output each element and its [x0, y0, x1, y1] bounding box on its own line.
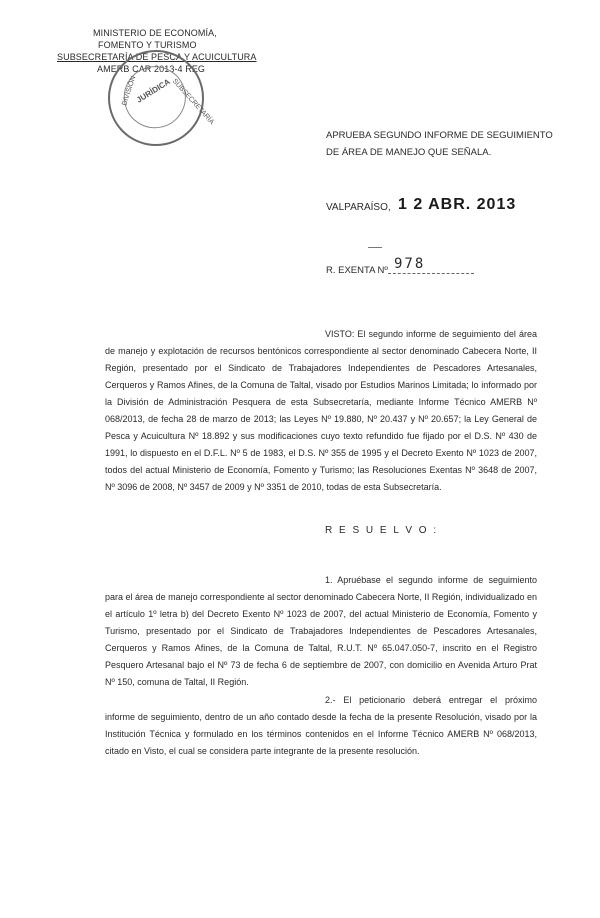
item-2-lead: 2.- — [325, 695, 336, 705]
exenta-number: 978 — [394, 256, 426, 272]
subject-line-1: APRUEBA SEGUNDO INFORME DE SEGUIMIENTO — [326, 130, 553, 141]
stamp-text-top: DIVISIÓN — [121, 75, 138, 107]
resuelvo-heading: R E S U E L V O : — [325, 525, 439, 536]
stamp-text-middle: JURÍDICA — [134, 77, 172, 105]
subject-block — [326, 127, 576, 161]
subject-line-2: DE ÁREA DE MANEJO QUE SEÑALA. — [326, 147, 492, 158]
place: VALPARAÍSO, — [326, 202, 391, 213]
ministry-line: MINISTERIO DE ECONOMÍA, — [93, 28, 217, 38]
exenta-label: R. EXENTA Nº — [326, 265, 388, 276]
item-2-paragraph — [105, 692, 537, 760]
reference-code: AMERB CAR 2013-4 REG — [97, 64, 206, 74]
ministry-line-2: FOMENTO Y TURISMO — [98, 40, 197, 50]
visto-text: El segundo informe de seguimiento del área de manejo y explotación de recursos bentónicos correspondiente al sector denominado Cabecera Norte, II Región, presentado por el Sindicato de Trabajadores Independientes de Pescadores Artesanales, Cerqueros y Ramos Afines, de la Comuna de Taltal, visado por Estudios Marinos Limitada; lo informado por la División de Administración Pesquera de esta Subsecretaría, mediante Informe Técnico AMERB Nº 068/2013, de fecha 28 de marzo de 2013; las Leyes Nº 19.880, Nº 20.437 y Nº 20.657; la Ley General de Pesca y Acuicultura Nº 18.892 y sus modificaciones cuyo texto refundido fue fijado por el D.S. Nº 430 de 1991, lo dispuesto en el D.F.L. Nº 5 de 1983, el D.S. Nº 355 de 1995 y el Decreto Exento Nº 1023 de 2007, todos del actual Ministerio de Economía, Fomento y Turismo; las Resoluciones Exentas Nº 3648 de 2007, Nº 3096 de 2008, Nº 3457 de 2009 y Nº 3351 de 2010, todas de esta Subsecretaría. — [105, 329, 537, 492]
subsecretaria-line: SUBSECRETARÍA DE PESCA Y ACUICULTURA — [57, 52, 257, 62]
stamp-text-bottom: SUBSECRETARÍA — [170, 77, 216, 127]
item-1-paragraph — [105, 572, 537, 691]
visto-paragraph — [105, 326, 537, 496]
visto-lead: VISTO: — [325, 329, 355, 339]
item-1-text: Apruébase el segundo informe de seguimiento para el área de manejo correspondiente al sector denominado Cabecera Norte, II Región, individualizado en el artículo 1º letra b) del Decreto Exento Nº 1023 de 2007, del actual Ministerio de Economía, Fomento y Turismo, presentado por el Sindicato de Trabajadores Independientes de Pescadores Artesanales, Cerqueros y Ramos Afines, de la Comuna de Taltal, R.U.T. Nº 65.047.050-7, inscrito en el Registro Pesquero Artesanal bajo el Nº 73 de fecha 6 de septiembre de 2007, con domicilio en Avenida Arturo Prat Nº 150, comuna de Taltal, II Región. — [105, 575, 537, 687]
exenta-underline — [388, 273, 474, 274]
date-stamp: 1 2 ABR. 2013 — [398, 196, 517, 213]
dash-mark — [368, 247, 382, 248]
item-1-lead: 1. — [325, 575, 333, 585]
item-2-text: El peticionario deberá entregar el próximo informe de seguimiento, dentro de un año contado desde la fecha de la presente Resolución, visado por la Institución Técnica y formulado en los términos contenidos en el Informe Técnico AMERB Nº 068/2013, citado en Visto, el cual se considera parte integrante de la presente resolución. — [105, 695, 537, 756]
